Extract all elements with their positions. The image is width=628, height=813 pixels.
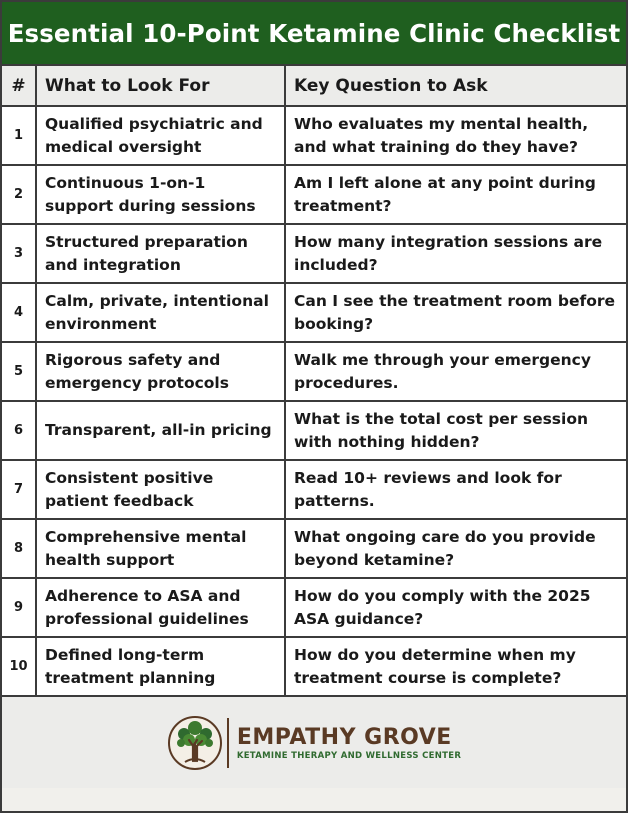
row-look-for: Adherence to ASA and professional guidelines <box>36 578 285 637</box>
row-number: 10 <box>2 637 36 696</box>
column-header-question: Key Question to Ask <box>285 66 626 106</box>
row-number: 9 <box>2 578 36 637</box>
row-number: 3 <box>2 224 36 283</box>
row-look-for: Defined long-term treatment planning <box>36 637 285 696</box>
tree-logo-icon <box>167 715 223 771</box>
column-header-look-for: What to Look For <box>36 66 285 106</box>
row-question: How do you determine when my treatment course is complete? <box>285 637 626 696</box>
checklist-table <box>2 66 626 697</box>
table-row <box>2 224 626 283</box>
row-question: Am I left alone at any point during treatment? <box>285 165 626 224</box>
row-question: Can I see the treatment room before booking? <box>285 283 626 342</box>
row-question: Walk me through your emergency procedures. <box>285 342 626 401</box>
row-number: 6 <box>2 401 36 460</box>
row-number: 4 <box>2 283 36 342</box>
table-row <box>2 342 626 401</box>
row-look-for: Calm, private, intentional environment <box>36 283 285 342</box>
table-row <box>2 637 626 696</box>
row-number: 8 <box>2 519 36 578</box>
row-question: How many integration sessions are included? <box>285 224 626 283</box>
table-row <box>2 578 626 637</box>
brand-tagline: KETAMINE THERAPY AND WELLNESS CENTER <box>236 750 462 761</box>
table-row <box>2 283 626 342</box>
row-number: 5 <box>2 342 36 401</box>
row-number: 7 <box>2 460 36 519</box>
table-row <box>2 165 626 224</box>
brand-name: EMPATHY GROVE <box>236 724 452 750</box>
table-row <box>2 460 626 519</box>
table-row <box>2 401 626 460</box>
row-look-for: Continuous 1-on-1 support during sessions <box>36 165 285 224</box>
row-question: What ongoing care do you provide beyond ketamine? <box>285 519 626 578</box>
column-header-number: # <box>2 66 36 106</box>
table-row <box>2 519 626 578</box>
footer <box>2 697 626 788</box>
brand-text <box>237 725 461 761</box>
row-look-for: Rigorous safety and emergency protocols <box>36 342 285 401</box>
brand-lockup <box>167 715 461 771</box>
row-number: 2 <box>2 165 36 224</box>
table-row <box>2 106 626 165</box>
table-header-row <box>2 66 626 106</box>
row-question: Read 10+ reviews and look for patterns. <box>285 460 626 519</box>
row-number: 1 <box>2 106 36 165</box>
row-look-for: Structured preparation and integration <box>36 224 285 283</box>
row-question: What is the total cost per session with nothing hidden? <box>285 401 626 460</box>
row-look-for: Qualified psychiatric and medical oversight <box>36 106 285 165</box>
row-look-for: Consistent positive patient feedback <box>36 460 285 519</box>
row-question: How do you comply with the 2025 ASA guidance? <box>285 578 626 637</box>
brand-divider <box>227 718 229 768</box>
row-look-for: Comprehensive mental health support <box>36 519 285 578</box>
page-title: Essential 10-Point Ketamine Clinic Checklist <box>2 2 626 66</box>
row-question: Who evaluates my mental health, and what training do they have? <box>285 106 626 165</box>
row-look-for: Transparent, all-in pricing <box>36 401 285 460</box>
